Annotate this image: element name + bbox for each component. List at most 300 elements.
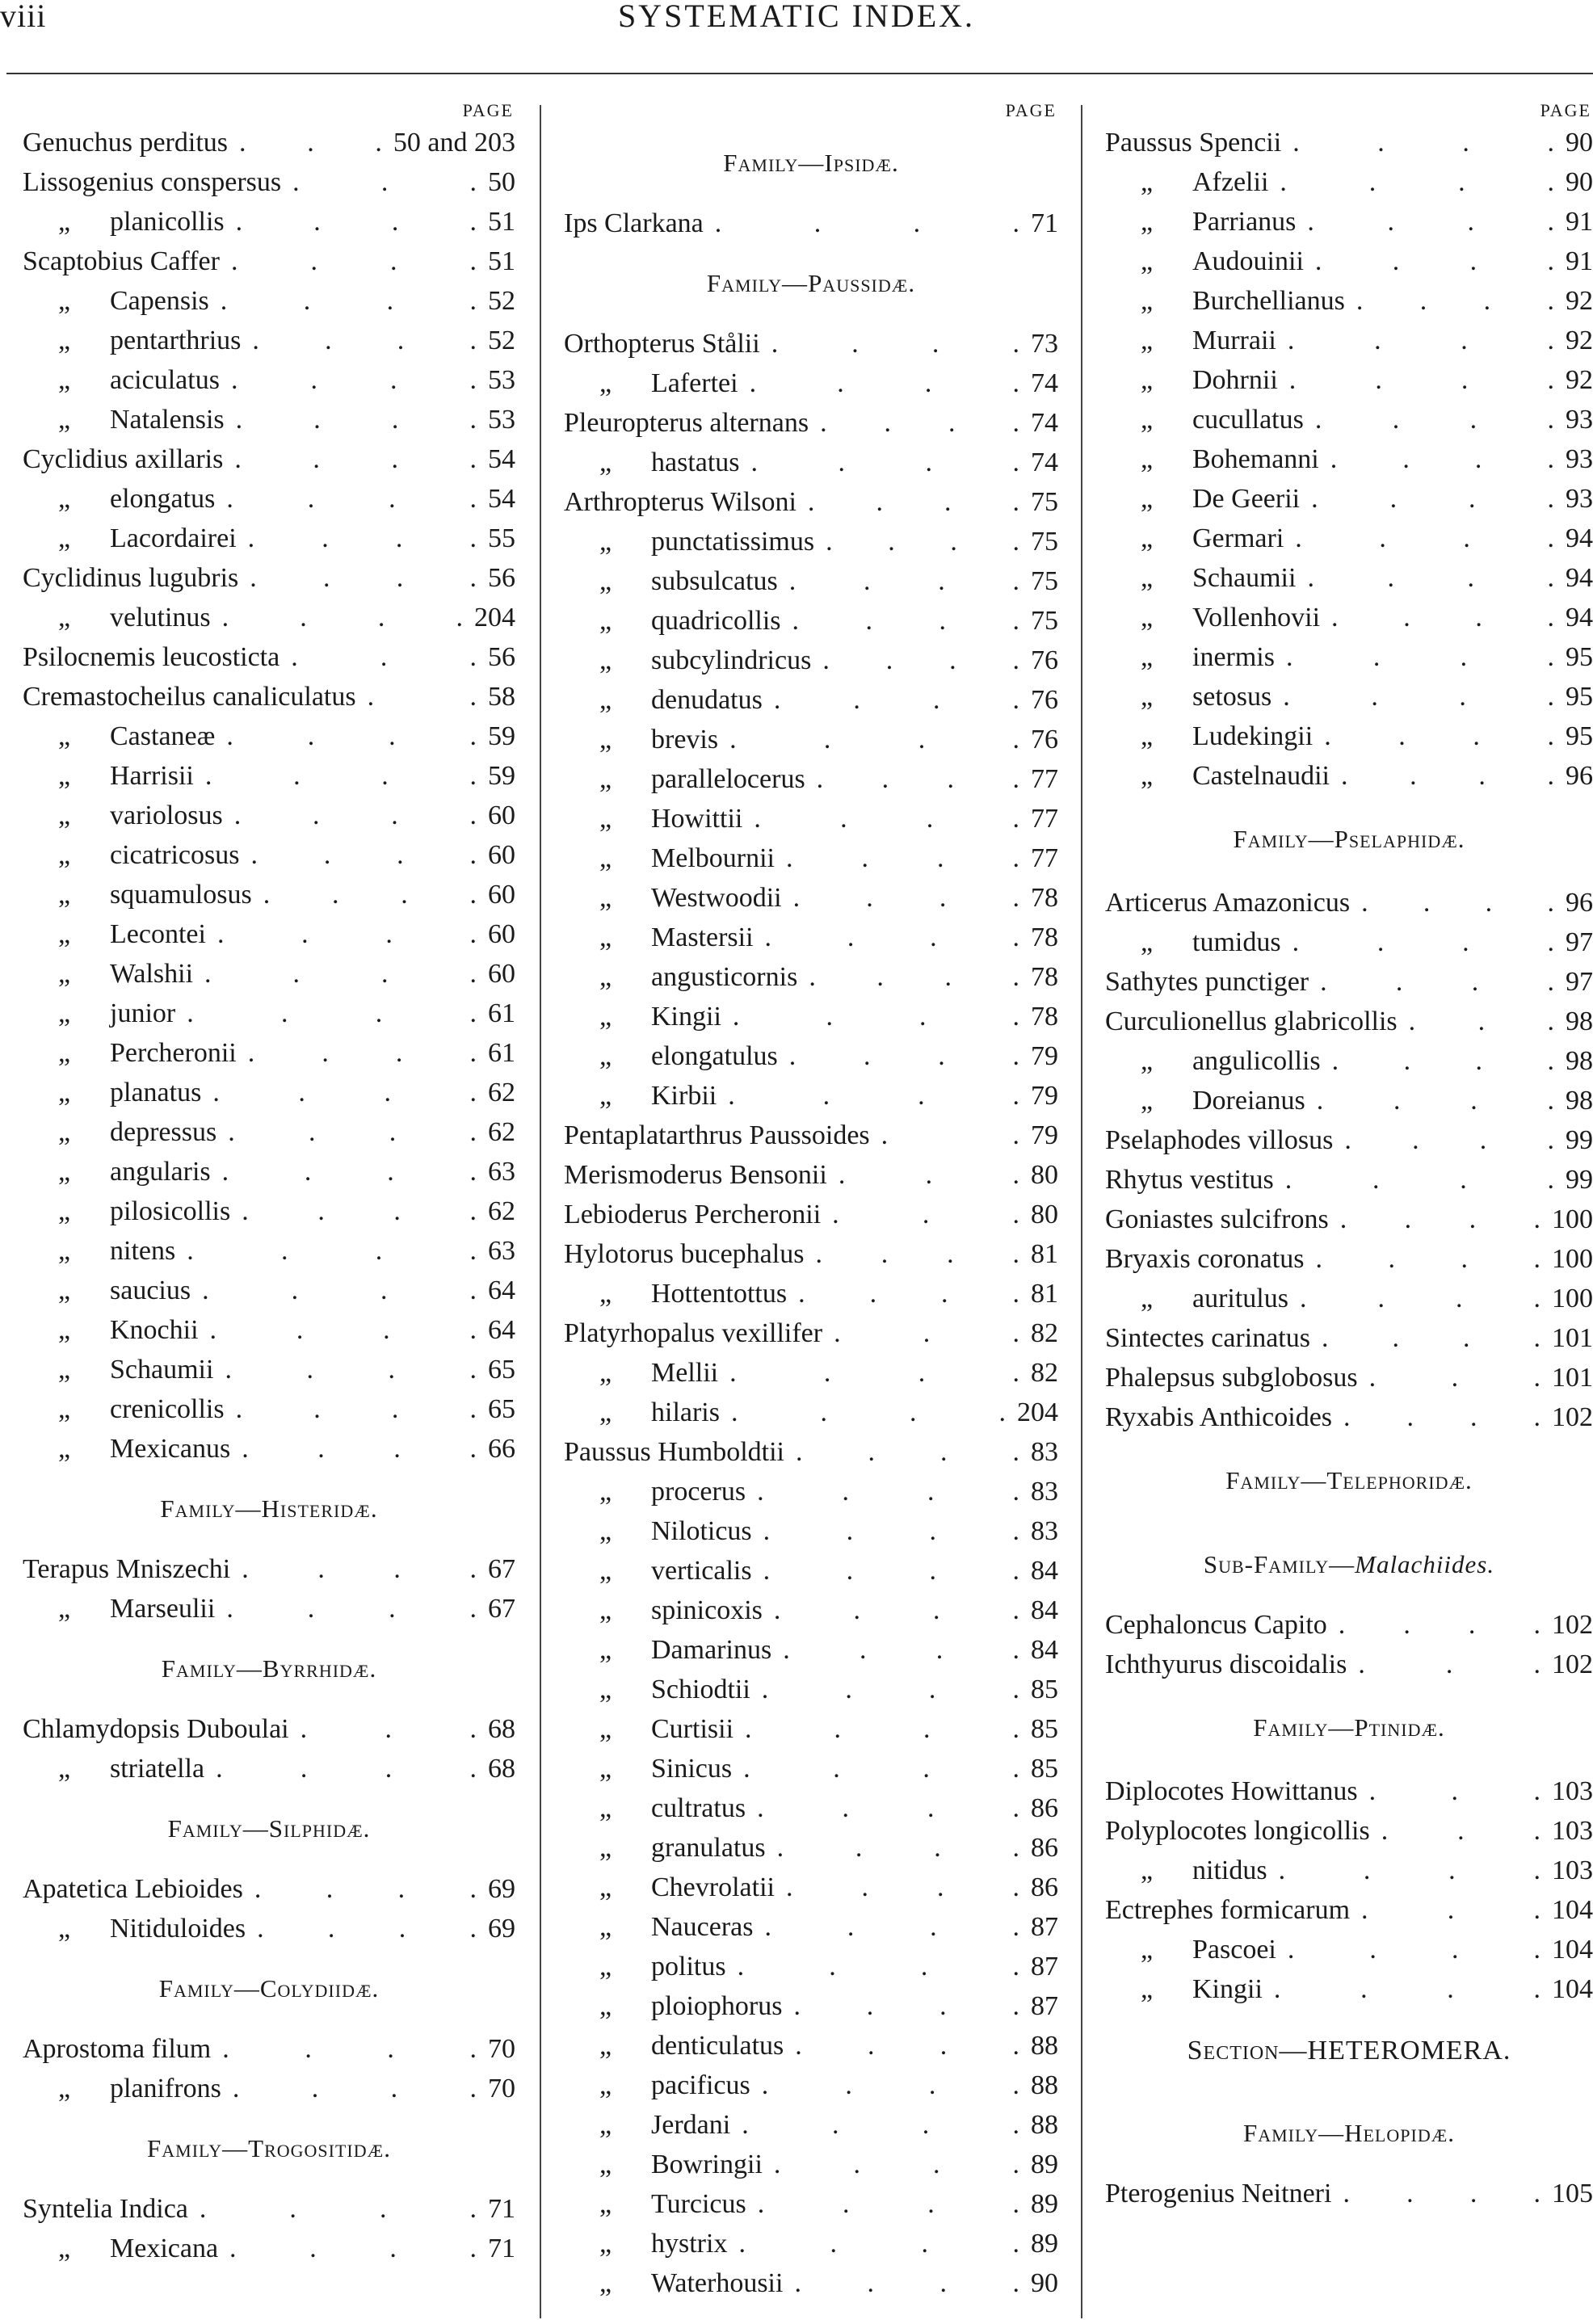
entry-name: Cremastocheilus canaliculatus: [23, 682, 356, 712]
entry-page: 70: [488, 2074, 515, 2103]
index-entry: [1105, 962, 1593, 1002]
leader-dots: . . . .: [221, 603, 463, 632]
leader-dots: . . .: [1408, 1007, 1554, 1036]
entry-page: 88: [1031, 2110, 1058, 2140]
index-entry: [23, 1909, 515, 1948]
entry-page: 76: [1031, 645, 1058, 675]
leader-dots: . . . .: [1314, 405, 1554, 435]
entry-list: [564, 123, 1058, 2303]
entry-name: ploiophorus: [651, 1991, 783, 2021]
index-entry: [23, 202, 515, 242]
index-column-3: [1105, 99, 1593, 2213]
family-prefix: Family—: [167, 1814, 269, 1843]
index-entry: [564, 482, 1058, 522]
entry-page: 97: [1566, 927, 1593, 957]
index-entry: [564, 799, 1058, 838]
entry-page: 60: [488, 840, 515, 870]
entry-page: 88: [1031, 2070, 1058, 2100]
leader-dots: . . . .: [793, 1991, 1019, 2021]
leader-dots: . . . .: [763, 1556, 1019, 1586]
index-entry: [23, 400, 515, 439]
index-entry: [23, 242, 515, 281]
entry-name: Pselaphodes villosus: [1105, 1125, 1334, 1155]
entry-name: junior: [110, 998, 176, 1028]
entry-name: Mellii: [651, 1358, 719, 1388]
entry-page: 61: [488, 1038, 515, 1068]
entry-page: 86: [1031, 1833, 1058, 1863]
leader-dots: . . . .: [225, 1355, 477, 1385]
section-name: HETEROMERA.: [1307, 2036, 1511, 2066]
entry-name: Orthopterus Stålii: [564, 329, 760, 359]
index-entry: [564, 1907, 1058, 1947]
index-entry: [23, 1073, 515, 1112]
entry-name: subcylindricus: [651, 645, 812, 675]
entry-name: parallelocerus: [651, 764, 805, 794]
index-entry: [564, 1986, 1058, 2026]
entry-name: Nauceras: [651, 1912, 754, 1942]
entry-name: planifrons: [110, 2074, 221, 2103]
index-entry: [564, 1076, 1058, 1116]
ditto-mark: „: [599, 368, 612, 398]
ditto-mark: „: [58, 1157, 71, 1187]
entry-page: 77: [1031, 764, 1058, 794]
entry-name: spinicoxis: [651, 1595, 763, 1625]
entry-name: Sintectes carinatus: [1105, 1323, 1310, 1353]
entry-name: Paussus Spencii: [1105, 128, 1282, 158]
leader-dots: . . . .: [1320, 967, 1554, 997]
entry-page: 91: [1566, 207, 1593, 237]
leader-dots: . . . .: [714, 208, 1019, 238]
index-entry: [564, 601, 1058, 641]
entry-name: Westwoodii: [651, 883, 782, 913]
ditto-mark: „: [58, 1196, 71, 1226]
leader-dots: . . . .: [250, 563, 477, 593]
index-entry: [23, 796, 515, 835]
index-entry: [564, 2026, 1058, 2066]
family-name: Colydiidæ.: [259, 1974, 380, 2003]
ditto-mark: „: [58, 2074, 71, 2103]
entry-name: aciculatus: [110, 365, 220, 395]
ditto-mark: „: [58, 1394, 71, 1424]
ditto-mark: „: [58, 1914, 71, 1944]
index-entry: [564, 1511, 1058, 1551]
family-heading: [23, 1628, 515, 1709]
leader-dots: . . . .: [1324, 721, 1554, 751]
entry-name: Diplocotes Howittanus: [1105, 1776, 1358, 1806]
entry-page: 53: [488, 365, 515, 395]
index-entry: [23, 2229, 515, 2268]
entry-page: 54: [488, 444, 515, 474]
index-entry: [1105, 1279, 1593, 1318]
entry-name: hystrix: [651, 2229, 728, 2259]
entry-name: Apatetica Lebioides: [23, 1874, 243, 1904]
entry-name: Ips Clarkana: [564, 208, 704, 238]
entry-page: 80: [1031, 1200, 1058, 1229]
entry-name: denudatus: [651, 685, 763, 715]
index-entry: [1105, 922, 1593, 962]
leader-dots: . . . .: [730, 1397, 1006, 1427]
index-entry: [564, 1591, 1058, 1630]
entry-page: 94: [1566, 563, 1593, 593]
index-entry: [1105, 598, 1593, 637]
entry-page: 102: [1552, 1649, 1593, 1679]
ditto-mark: „: [58, 880, 71, 910]
leader-dots: . . . .: [242, 1434, 477, 1464]
leader-dots: . . . .: [1343, 1402, 1540, 1432]
entry-name: nitens: [110, 1236, 176, 1266]
leader-dots: . . . .: [795, 2031, 1019, 2061]
ditto-mark: „: [599, 804, 612, 834]
index-entry: [564, 1234, 1058, 1274]
leader-dots: . . . .: [232, 2074, 477, 2103]
ditto-mark: „: [599, 1952, 612, 1981]
entry-page: 105: [1552, 2179, 1593, 2208]
entry-name: Lissogenius conspersus: [23, 167, 282, 197]
entry-page: 95: [1566, 721, 1593, 751]
entry-name: Knochii: [110, 1315, 199, 1345]
index-entry: [23, 1350, 515, 1389]
entry-name: Mexicana: [110, 2234, 219, 2263]
leader-dots: . . . .: [795, 1437, 1019, 1467]
ditto-mark: „: [1141, 563, 1154, 593]
entry-page: 79: [1031, 1120, 1058, 1150]
index-entry: [564, 1828, 1058, 1868]
entry-page: 95: [1566, 682, 1593, 712]
entry-name: Hylotorus bucephalus: [564, 1239, 805, 1269]
leader-dots: . . . .: [1338, 1610, 1540, 1640]
leader-dots: . . .: [1358, 1649, 1540, 1679]
index-entry: [23, 717, 515, 756]
ditto-mark: „: [58, 207, 71, 237]
index-entry: [23, 1589, 515, 1628]
index-entry: [564, 1670, 1058, 1709]
index-entry: [564, 364, 1058, 403]
entry-name: Lecontei: [110, 919, 206, 949]
entry-page: 55: [488, 523, 515, 553]
entry-page: 75: [1031, 566, 1058, 596]
leader-dots: . . . .: [1288, 365, 1554, 395]
index-entry: [23, 1231, 515, 1271]
leader-dots: . . .: [1368, 1363, 1540, 1393]
subfamily-heading: [1105, 1524, 1593, 1605]
index-entry: [564, 1036, 1058, 1076]
entry-name: Kirbii: [651, 1081, 717, 1111]
entry-page: 51: [488, 207, 515, 237]
entry-name: Articerus Amazonicus: [1105, 888, 1351, 918]
entry-list: [23, 123, 515, 2268]
entry-name: denticulatus: [651, 2031, 784, 2061]
entry-name: Merismoderus Bensonii: [564, 1160, 827, 1190]
index-entry: [23, 2029, 515, 2069]
leader-dots: . . . .: [242, 1196, 477, 1226]
leader-dots: . . . .: [187, 1236, 477, 1266]
entry-name: Cyclidinus lugubris: [23, 563, 239, 593]
entry-name: Pleuropterus alternans: [564, 408, 809, 438]
ditto-mark: „: [1141, 484, 1154, 514]
entry-page: 77: [1031, 843, 1058, 873]
entry-name: Curtisii: [651, 1714, 734, 1744]
entry-name: planicollis: [110, 207, 225, 237]
entry-page: 53: [488, 405, 515, 435]
leader-dots: . . . .: [234, 444, 477, 474]
index-entry: [1105, 1160, 1593, 1200]
leader-dots: . . . .: [754, 804, 1019, 834]
entry-page: 51: [488, 246, 515, 276]
index-entry: [23, 1749, 515, 1788]
entry-name: nitidus: [1192, 1855, 1267, 1885]
ditto-mark: „: [599, 527, 612, 557]
ditto-mark: „: [599, 2150, 612, 2179]
entry-name: brevis: [651, 725, 719, 754]
entry-page: 87: [1031, 1991, 1058, 2021]
entry-page: 89: [1031, 2189, 1058, 2219]
ditto-mark: „: [58, 1078, 71, 1107]
entry-page: 61: [488, 998, 515, 1028]
leader-dots: . . . .: [737, 1952, 1019, 1981]
index-entry: [23, 519, 515, 558]
entry-list: [1105, 123, 1593, 2213]
entry-name: angularis: [110, 1157, 211, 1187]
family-heading: [1105, 2093, 1593, 2174]
entry-name: Ryxabis Anthicoides: [1105, 1402, 1333, 1432]
leader-dots: . . . .: [773, 2150, 1019, 2179]
entry-page: 98: [1566, 1086, 1593, 1116]
entry-name: Scaptobius Caffer: [23, 246, 220, 276]
index-entry: [564, 2066, 1058, 2105]
family-prefix: Family—: [1253, 1713, 1355, 1742]
index-entry: [23, 1310, 515, 1350]
ditto-mark: „: [58, 523, 71, 553]
leader-dots: . . . .: [798, 1279, 1019, 1309]
entry-page: 82: [1031, 1318, 1058, 1348]
entry-name: Schiodtii: [651, 1675, 750, 1704]
leader-dots: . . . .: [263, 880, 477, 910]
index-entry: [564, 2105, 1058, 2145]
subfamily-name: Malachiides.: [1355, 1550, 1495, 1578]
ditto-mark: „: [58, 405, 71, 435]
index-entry: [564, 997, 1058, 1036]
entry-name: inermis: [1192, 642, 1275, 672]
ditto-mark: „: [58, 1434, 71, 1464]
page-header: [0, 0, 1593, 48]
entry-page: 93: [1566, 484, 1593, 514]
entry-name: Phalepsus subglobosus: [1105, 1363, 1358, 1393]
entry-page: 104: [1552, 1974, 1593, 2004]
entry-page: 92: [1566, 286, 1593, 316]
ditto-mark: „: [1141, 1855, 1154, 1885]
leader-dots: . . . .: [785, 843, 1019, 873]
index-entry: [564, 1432, 1058, 1472]
ditto-mark: „: [599, 1595, 612, 1625]
leader-dots: . . . .: [776, 1833, 1019, 1863]
entry-name: Aprostoma filum: [23, 2034, 212, 2064]
ditto-mark: „: [58, 1275, 71, 1305]
entry-name: Castaneæ: [110, 721, 216, 751]
entry-name: Capensis: [110, 286, 209, 316]
entry-name: elongatus: [110, 484, 216, 514]
entry-page: 92: [1566, 365, 1593, 395]
entry-name: Schaumii: [110, 1355, 214, 1385]
entry-page: 84: [1031, 1595, 1058, 1625]
leader-dots: . . . .: [230, 365, 477, 395]
ditto-mark: „: [58, 998, 71, 1028]
entry-name: Castelnaudii: [1192, 761, 1330, 791]
entry-page: 87: [1031, 1952, 1058, 1981]
entry-page: 86: [1031, 1872, 1058, 1902]
entry-page: 62: [488, 1078, 515, 1107]
leader-dots: . . . .: [794, 2268, 1019, 2298]
index-entry: [564, 680, 1058, 720]
entry-page: 75: [1031, 527, 1058, 557]
index-entry: [1105, 1397, 1593, 1437]
ditto-mark: „: [58, 1117, 71, 1147]
entry-name: Jerdani: [651, 2110, 731, 2140]
index-entry: [1105, 123, 1593, 162]
index-entry: [1105, 1645, 1593, 1684]
entry-page: 82: [1031, 1358, 1058, 1388]
entry-name: pacificus: [651, 2070, 750, 2100]
ditto-mark: „: [58, 603, 71, 632]
entry-page: 60: [488, 880, 515, 910]
ditto-mark: „: [1141, 1046, 1154, 1076]
leader-dots: . . . .: [743, 1754, 1019, 1784]
entry-name: squamulosus: [110, 880, 252, 910]
entry-name: Syntelia Indica: [23, 2194, 188, 2224]
ditto-mark: „: [599, 1714, 612, 1744]
family-name: Pselaphidæ.: [1334, 825, 1465, 853]
leader-dots: . . . .: [220, 286, 477, 316]
index-entry: [23, 123, 515, 162]
ditto-mark: „: [1141, 326, 1154, 355]
leader-dots: . . .: [834, 1318, 1019, 1348]
ditto-mark: „: [1141, 682, 1154, 712]
entry-page: 62: [488, 1117, 515, 1147]
leader-dots: . . .: [838, 1160, 1019, 1190]
leader-dots: . . . .: [728, 1081, 1019, 1111]
ditto-mark: „: [599, 1397, 612, 1427]
index-entry: [1105, 1200, 1593, 1239]
leader-dots: . . . .: [230, 246, 477, 276]
index-entry: [1105, 1890, 1593, 1930]
entry-page: 77: [1031, 804, 1058, 834]
ditto-mark: „: [599, 1081, 612, 1111]
entry-name: Terapus Mniszechi: [23, 1554, 231, 1584]
leader-dots: . . .: [239, 128, 382, 158]
entry-name: Chlamydopsis Duboulai: [23, 1714, 289, 1744]
entry-page: 78: [1031, 883, 1058, 913]
entry-page: 104: [1552, 1895, 1593, 1925]
leader-dots: . . . .: [216, 919, 477, 949]
leader-dots: . . . .: [771, 329, 1019, 359]
leader-dots: . . . .: [254, 1874, 477, 1904]
index-entry: [564, 1155, 1058, 1195]
leader-dots: . . . .: [1343, 2179, 1540, 2208]
family-name: Helopidæ.: [1344, 2119, 1456, 2147]
leader-dots: . . . .: [757, 1477, 1019, 1507]
ditto-mark: „: [599, 685, 612, 715]
leader-dots: . . . .: [729, 725, 1019, 754]
leader-dots: . . . .: [247, 523, 477, 553]
index-entry: [23, 1549, 515, 1589]
leader-dots: . . . .: [204, 761, 477, 791]
header-rule: [6, 73, 1593, 74]
ditto-mark: „: [599, 1991, 612, 2021]
entry-page: 73: [1031, 329, 1058, 359]
index-entry: [564, 918, 1058, 957]
entry-page: 56: [488, 563, 515, 593]
entry-name: planatus: [110, 1078, 202, 1107]
entry-page: 58: [488, 682, 515, 712]
entry-page: 63: [488, 1236, 515, 1266]
leader-dots: . . . .: [252, 326, 477, 355]
entry-name: De Geerii: [1192, 484, 1301, 514]
ditto-mark: „: [58, 1594, 71, 1624]
leader-dots: . . . .: [1315, 1244, 1540, 1274]
index-entry: [23, 558, 515, 598]
entry-name: Arthropterus Wilsoni: [564, 487, 796, 517]
column-divider: [540, 105, 541, 2318]
entry-page: 98: [1566, 1007, 1593, 1036]
leader-dots: . . . .: [816, 764, 1019, 794]
index-entry: [1105, 2174, 1593, 2213]
entry-name: Sinicus: [651, 1754, 733, 1784]
leader-dots: . . . .: [763, 1516, 1019, 1546]
leader-dots: . . . .: [750, 448, 1019, 477]
page-title: SYSTEMATIC INDEX.: [617, 0, 976, 34]
leader-dots: . . . .: [199, 2194, 477, 2224]
entry-name: procerus: [651, 1477, 746, 1507]
ditto-mark: „: [599, 1912, 612, 1942]
index-entry: [23, 914, 515, 954]
leader-dots: . . . .: [250, 840, 477, 870]
index-entry: [564, 957, 1058, 997]
ditto-mark: „: [599, 2268, 612, 2298]
entry-name: Kingii: [1192, 1974, 1263, 2004]
index-entry: [564, 1195, 1058, 1234]
leader-dots: . . . .: [229, 2234, 477, 2263]
ditto-mark: „: [1141, 365, 1154, 395]
leader-dots: . . .: [292, 167, 477, 197]
entry-page: 83: [1031, 1516, 1058, 1546]
column-divider: [1081, 105, 1082, 2318]
family-prefix: Family—: [1233, 825, 1335, 853]
entry-name: punctatissimus: [651, 527, 815, 557]
index-entry: [1105, 883, 1593, 922]
leader-dots: . . . .: [235, 1394, 477, 1424]
entry-page: 96: [1566, 888, 1593, 918]
family-heading: [564, 243, 1058, 324]
index-entry: [564, 878, 1058, 918]
family-name: Byrrhidæ.: [262, 1654, 377, 1683]
ditto-mark: „: [599, 1754, 612, 1784]
index-entry: [23, 756, 515, 796]
index-entry: [564, 204, 1058, 243]
ditto-mark: „: [599, 1635, 612, 1665]
index-entry: [564, 2184, 1058, 2224]
index-column-2: [564, 99, 1058, 2303]
ditto-mark: „: [599, 1833, 612, 1863]
ditto-mark: „: [58, 2234, 71, 2263]
entry-page: 78: [1031, 1002, 1058, 1032]
index-entry: [23, 479, 515, 519]
leader-dots: . . .: [291, 642, 477, 672]
index-entry: [1105, 717, 1593, 756]
entry-name: striatella: [110, 1754, 205, 1784]
index-entry: [1105, 1358, 1593, 1397]
leader-dots: . . .: [1361, 1895, 1540, 1925]
family-heading: [23, 1948, 515, 2029]
entry-name: setosus: [1192, 682, 1272, 712]
